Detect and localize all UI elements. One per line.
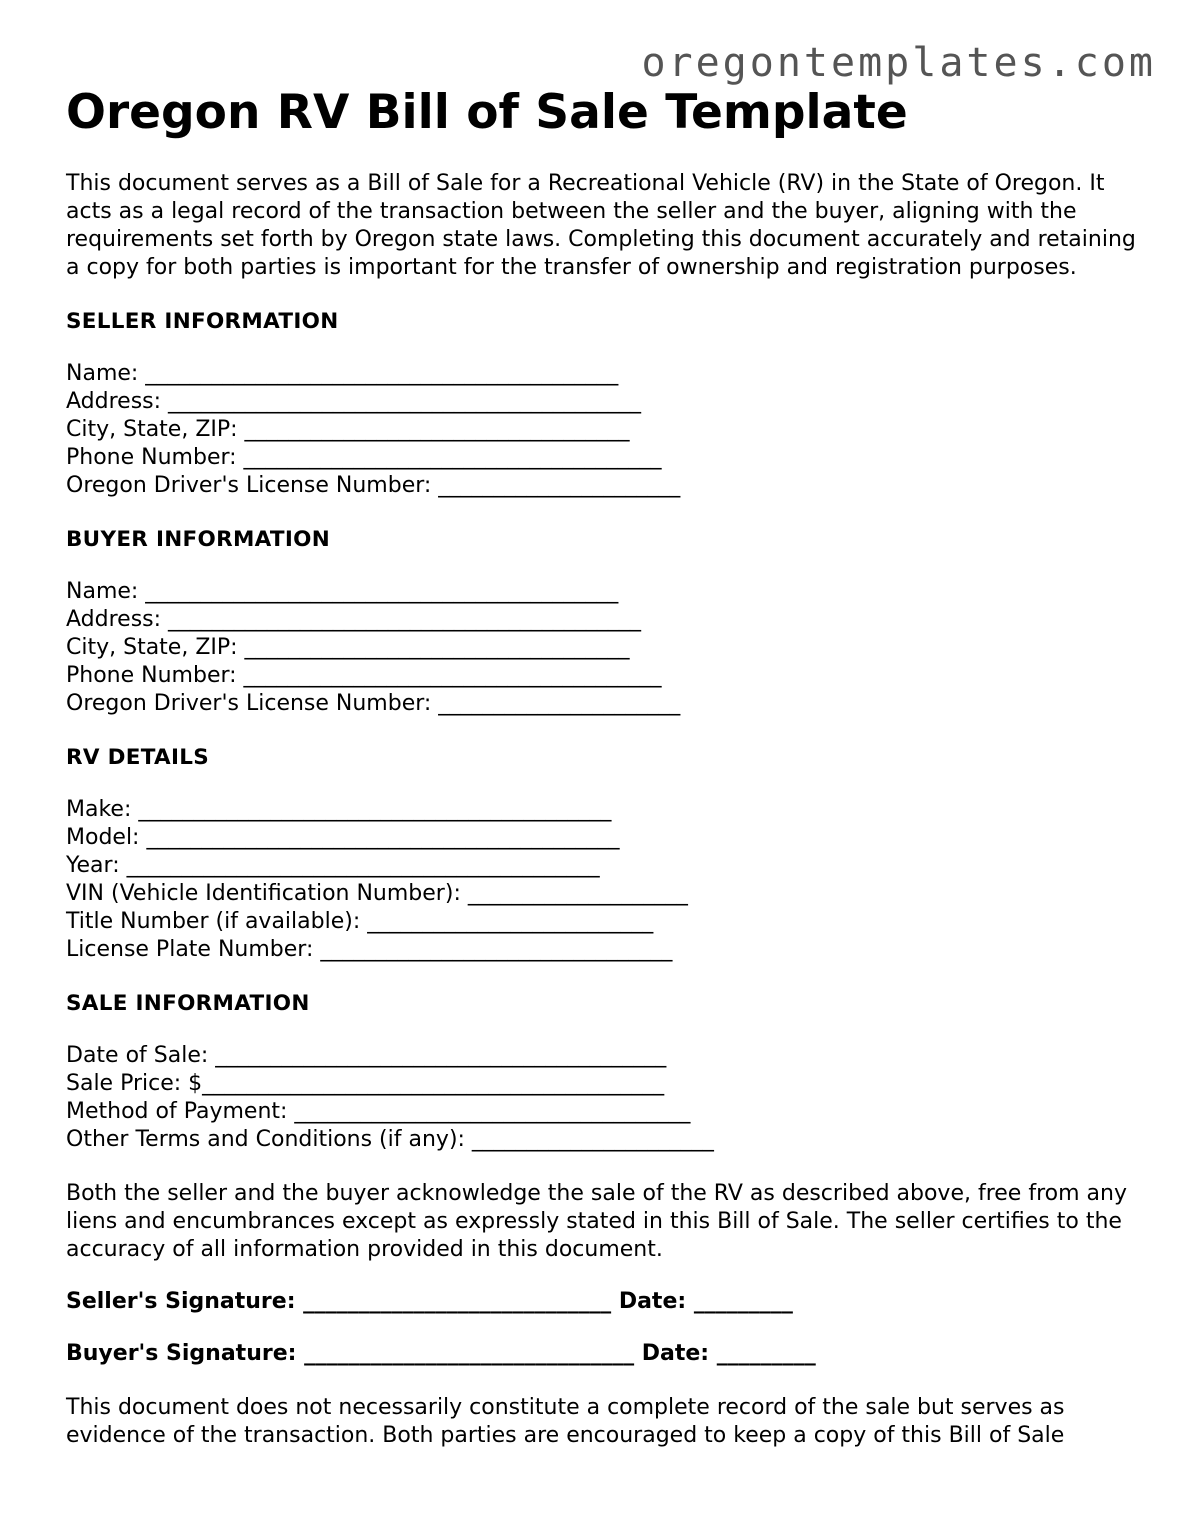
buyer-address-field[interactable]: Address: ___________________________________________	[66, 607, 642, 632]
page-title: Oregon RV Bill of Sale Template	[66, 85, 908, 140]
seller-signature-line[interactable]: Seller's Signature: ____________________________ Date: _________	[66, 1289, 793, 1314]
buyer-phone-field[interactable]: Phone Number: ______________________________________	[66, 663, 662, 688]
buyer-name-field[interactable]: Name: ___________________________________________	[66, 579, 619, 604]
buyer-fields	[66, 578, 1136, 718]
rv-model-field[interactable]: Model: ___________________________________________	[66, 825, 620, 850]
seller-city-state-zip-field[interactable]: City, State, ZIP: ___________________________________	[66, 417, 630, 442]
rv-fields	[66, 796, 1136, 964]
payment-method-field[interactable]: Method of Payment: ____________________________________	[66, 1099, 691, 1124]
seller-name-field[interactable]: Name: ___________________________________________	[66, 361, 619, 386]
acknowledgement-paragraph: Both the seller and the buyer acknowledge the sale of the RV as described above, free from any liens and encumbrances except as expressly stated in this Bill of Sale. The seller certifies to the accuracy of all information provided in this document.	[66, 1181, 1127, 1262]
rv-make-field[interactable]: Make: ___________________________________________	[66, 797, 612, 822]
seller-license-field[interactable]: Oregon Driver's License Number: ______________________	[66, 473, 681, 498]
seller-phone-field[interactable]: Phone Number: ______________________________________	[66, 445, 662, 470]
seller-address-field[interactable]: Address: ___________________________________________	[66, 389, 642, 414]
buyer-city-state-zip-field[interactable]: City, State, ZIP: ___________________________________	[66, 635, 630, 660]
document-page	[66, 82, 1136, 1450]
seller-fields	[66, 360, 1136, 500]
sale-fields	[66, 1042, 1136, 1154]
rv-vin-field[interactable]: VIN (Vehicle Identification Number): ____________________	[66, 881, 688, 906]
rv-section-heading: RV DETAILS	[66, 745, 210, 770]
site-watermark: oregontemplates.com	[641, 40, 1156, 86]
rv-year-field[interactable]: Year: ___________________________________________	[66, 853, 600, 878]
other-terms-field[interactable]: Other Terms and Conditions (if any): ______________________	[66, 1127, 714, 1152]
seller-section-heading: SELLER INFORMATION	[66, 309, 339, 334]
sale-price-field[interactable]: Sale Price: $__________________________________________	[66, 1071, 665, 1096]
sale-section-heading: SALE INFORMATION	[66, 991, 310, 1016]
buyer-license-field[interactable]: Oregon Driver's License Number: ______________________	[66, 691, 681, 716]
closing-paragraph: This document does not necessarily constitute a complete record of the sale but serves as evidence of the transaction. Both parties are encouraged to keep a copy of this Bill of Sale	[66, 1395, 1065, 1448]
buyer-signature-line[interactable]: Buyer's Signature: ______________________________ Date: _________	[66, 1341, 816, 1366]
sale-date-field[interactable]: Date of Sale: _________________________________________	[66, 1043, 667, 1068]
intro-paragraph: This document serves as a Bill of Sale for a Recreational Vehicle (RV) in the State of Oregon. It acts as a legal record of the transaction between the seller and the buyer, aligning with the requirements set forth by Oregon state laws. Completing this document accurately and retaining a copy for both parties is important for the transfer of ownership and registration purposes.	[66, 171, 1136, 280]
buyer-section-heading: BUYER INFORMATION	[66, 527, 331, 552]
rv-title-number-field[interactable]: Title Number (if available): __________________________	[66, 909, 654, 934]
rv-license-plate-field[interactable]: License Plate Number: ________________________________	[66, 937, 673, 962]
